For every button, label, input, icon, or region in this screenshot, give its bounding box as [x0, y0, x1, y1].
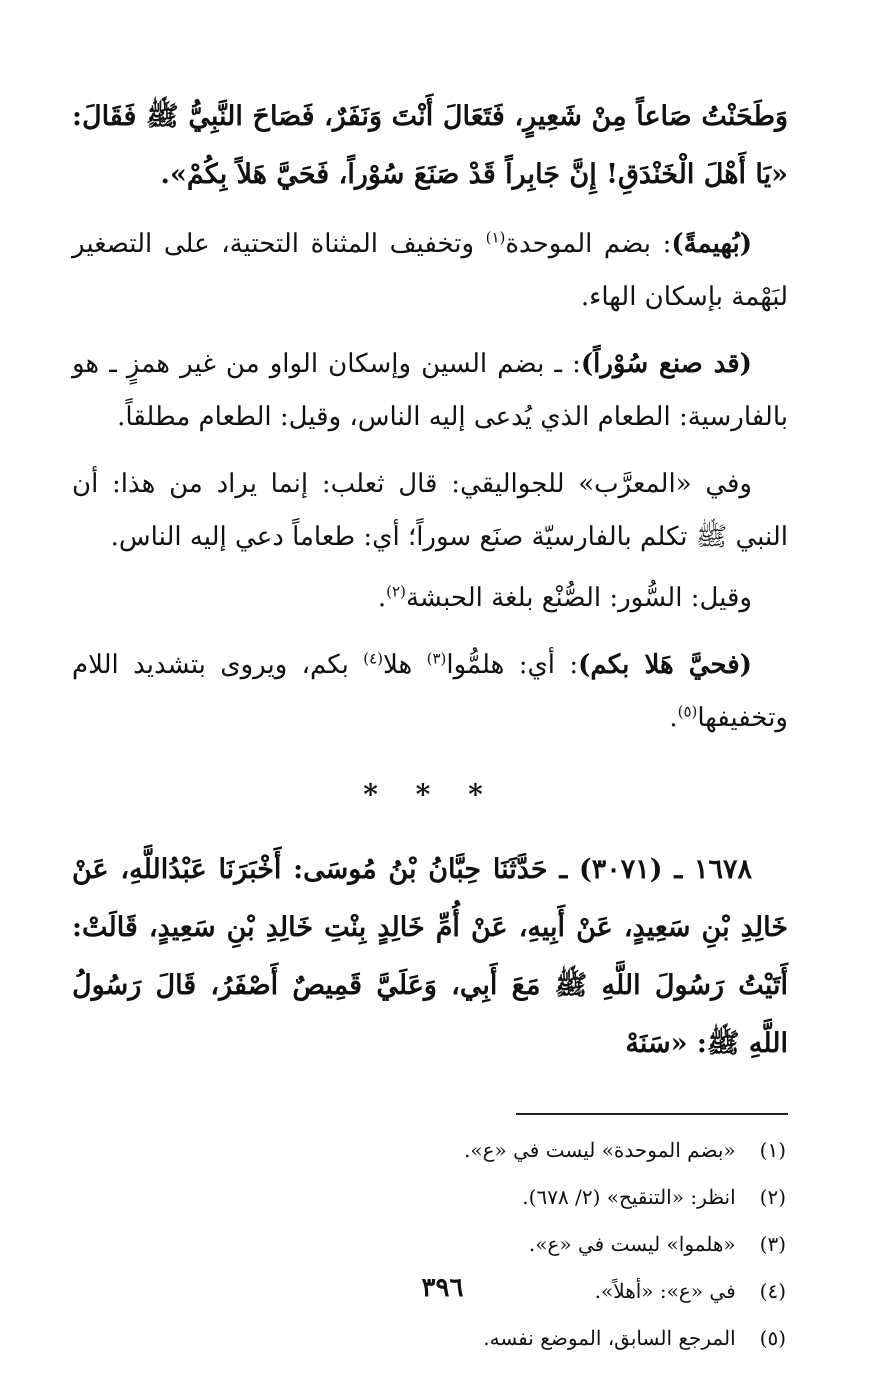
footnote-ref-5[interactable]: (٥) — [677, 702, 698, 721]
lemma-buhaymah: (بُهيمةً) — [671, 229, 752, 259]
page-body — [72, 88, 788, 1362]
commentary-text: وفي «المعرَّب» للجواليقي: قال ثعلب: إنما يراد من هذا: أن النبي ﷺ تكلم بالفارسيّة صنَع سوراً؛ أي: طعاماً دعي إليه الناس. — [72, 469, 788, 552]
footnote-text: المرجع السابق، الموضع نفسه. — [483, 1326, 736, 1350]
footnote-text: في «ع»: «أهلاً». — [594, 1279, 736, 1303]
footnote-divider — [516, 1113, 788, 1115]
commentary-suran — [72, 338, 788, 444]
footnote-ref-3[interactable]: (٣) — [426, 649, 447, 668]
section-separator: * * * — [363, 778, 497, 811]
commentary-text: وقيل: السُّور: الصُّنْع بلغة الحبشة — [405, 583, 752, 613]
lemma-hayya-hala: (فحيَّ هَلا بكم) — [578, 650, 752, 680]
page-number: ٣٩٦ — [421, 1273, 464, 1303]
commentary-buhaymah — [72, 218, 788, 324]
footnote-ref-4[interactable]: (٤) — [363, 649, 384, 668]
commentary-text: : بضم الموحدة — [505, 229, 672, 259]
footnote-item-2 — [72, 1174, 788, 1221]
commentary-text: بكم، ويروى بتشديد اللام وتخفيفها — [72, 650, 788, 733]
commentary-text: . — [669, 703, 678, 733]
commentary-muarrab — [72, 458, 788, 564]
commentary-text: : ـ بضم السين وإسكان الواو من غير همزٍ ـ هو بالفارسية: الطعام الذي يُدعى إليه الناس، وقيل: الطعام مطلقاً. — [72, 349, 788, 432]
footnote-number: (٤) — [759, 1279, 786, 1303]
commentary-habashah — [72, 572, 788, 625]
hadith-1678-paragraph — [72, 841, 788, 1073]
footnote-ref-1[interactable]: (١) — [485, 228, 506, 247]
footnote-item-5 — [72, 1315, 788, 1362]
commentary-text: . — [377, 583, 387, 613]
footnote-number: (١) — [759, 1138, 786, 1162]
commentary-text: : أي: هلمُّوا — [446, 650, 579, 680]
lemma-suran: (قد صنع سُوْراً) — [580, 349, 752, 379]
hadith-continuation-paragraph — [72, 88, 788, 204]
footnote-item-1 — [72, 1127, 788, 1174]
footnote-number: (٥) — [759, 1326, 786, 1350]
footnote-text: «هلموا» ليست في «ع». — [528, 1232, 736, 1256]
commentary-text: هلا — [383, 650, 427, 680]
footnote-ref-2[interactable]: (٢) — [386, 582, 406, 601]
footnote-text: «بضم الموحدة» ليست في «ع». — [464, 1138, 736, 1162]
footnote-item-3 — [72, 1221, 788, 1268]
commentary-text: وتخفيف المثناة التحتية، على التصغير لبَهْمة بإسكان الهاء. — [72, 229, 788, 312]
footnote-number: (٢) — [759, 1185, 786, 1209]
footnote-number: (٣) — [759, 1232, 786, 1256]
hadith-continuation-text: وَطَحَنْتُ صَاعاً مِنْ شَعِيرٍ، فَتَعَالَ أَنْتَ وَنَفَرٌ، فَصَاحَ النَّبِيُّ ﷺ فَقَالَ: «يَا أَهْلَ الْخَنْدَقِ! إِنَّ جَابِراً قَدْ صَنَعَ سُوْراً، فَحَيَّ هَلاً بِكُمْ». — [72, 101, 788, 190]
hadith-1678-text: ١٦٧٨ ـ (٣٠٧١) ـ حَدَّثَنَا حِبَّانُ بْنُ مُوسَى: أَخْبَرَنَا عَبْدُاللَّهِ، عَنْ خَالِدِ بْنِ سَعِيدٍ، عَنْ أَبِيهِ، عَنْ أُمِّ خَالِدٍ بِنْتِ خَالِدِ بْنِ سَعِيدٍ، قَالَتْ: أَتَيْتُ رَسُولَ اللَّهِ ﷺ مَعَ أَبِي، وَعَلَيَّ قَمِيصٌ أَصْفَرُ، قَالَ رَسُولُ اللَّهِ ﷺ: «سَنَهْ — [72, 854, 788, 1059]
commentary-hayya-hala — [72, 639, 788, 745]
footnote-text: انظر: «التنقيح» (٢/ ٦٧٨). — [522, 1185, 736, 1209]
footnotes-list — [72, 1127, 788, 1362]
